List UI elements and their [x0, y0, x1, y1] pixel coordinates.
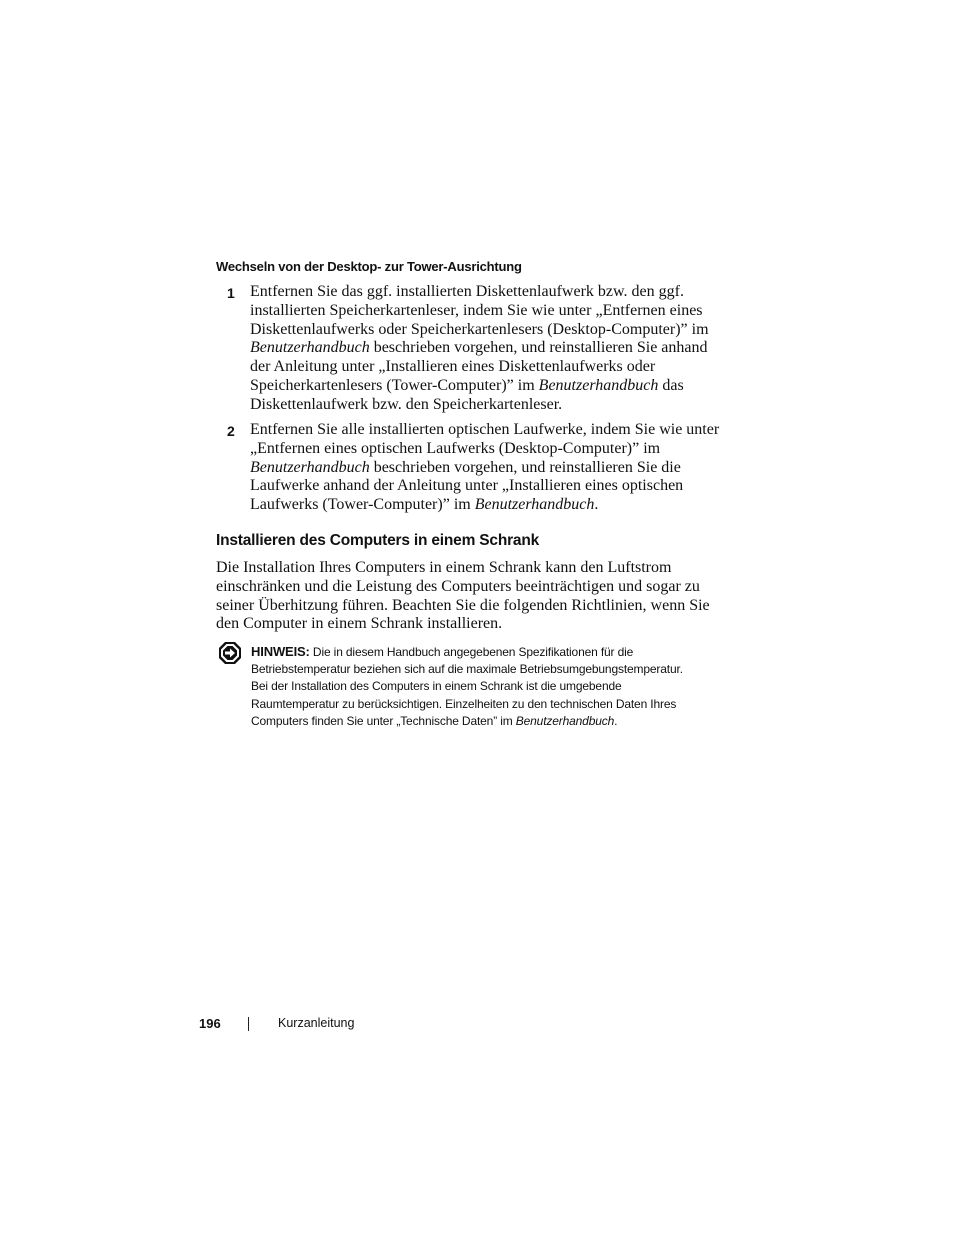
- step-line: der Anleitung unter „Installieren eines Diskettenlaufwerks oder: [250, 358, 656, 376]
- footer-title: Kurzanleitung: [278, 1016, 355, 1030]
- step-line: Entfernen Sie alle installierten optischen Laufwerke, indem Sie wie unter: [250, 421, 720, 438]
- book-title: Benutzerhandbuch: [515, 713, 615, 728]
- step-text: [250, 421, 720, 515]
- notice-text-fragment: Computers finden Sie unter „Technische Daten” im: [251, 713, 516, 728]
- step-text-fragment: das: [658, 376, 684, 394]
- step-line: [250, 377, 720, 396]
- notice-arrow-icon: [218, 641, 242, 665]
- notice-line: Bei der Installation des Computers in einem Schrank ist die umgebende: [251, 679, 622, 694]
- paragraph-line: den Computer in einem Schrank installieren.: [216, 615, 503, 633]
- book-title: Benutzerhandbuch: [250, 458, 370, 476]
- notice-text-fragment: .: [614, 713, 618, 728]
- paragraph-line: einschränken und die Leistung des Computers beeinträchtigen und sogar zu: [216, 577, 700, 595]
- page-number: 196: [199, 1016, 221, 1031]
- step-text-fragment: beschrieben vorgehen, und reinstallieren Sie die: [369, 458, 681, 476]
- step-line: installierten Speicherkartenleser, indem Sie wie unter „Entfernen eines: [250, 301, 703, 319]
- subsection-heading: Wechseln von der Desktop- zur Tower-Ausrichtung: [216, 259, 522, 274]
- footer-divider: [248, 1017, 249, 1031]
- notice-line: [251, 643, 731, 661]
- step-number: 1: [227, 285, 235, 301]
- step-line: Laufwerke anhand der Anleitung unter „Installieren eines optischen: [250, 477, 684, 495]
- notice-label: HINWEIS:: [251, 644, 310, 659]
- step-line: Diskettenlaufwerks oder Speicherkartenlesers (Desktop-Computer)” im: [250, 320, 709, 338]
- book-title: Benutzerhandbuch: [538, 376, 659, 394]
- step-text-fragment: .: [594, 496, 599, 514]
- step-line: „Entfernen eines optischen Laufwerks (Desktop-Computer)” im: [250, 439, 661, 457]
- notice-line: Betriebstemperatur beziehen sich auf die maximale Betriebsumgebungstemperatur.: [251, 662, 683, 677]
- step-line: Entfernen Sie das ggf. installierten Diskettenlaufwerk bzw. den ggf.: [250, 283, 684, 300]
- notice-text-fragment: Die in diesem Handbuch angegebenen Spezifikationen für die: [309, 645, 634, 659]
- body-paragraph: [216, 559, 726, 634]
- book-title: Benutzerhandbuch: [474, 496, 595, 514]
- step-text-fragment: beschrieben vorgehen, und reinstallieren Sie anhand: [369, 339, 708, 357]
- book-title: Benutzerhandbuch: [250, 339, 370, 357]
- step-text: [250, 283, 720, 415]
- notice-text: [251, 643, 731, 730]
- step-line: [250, 496, 720, 515]
- step-line: [250, 339, 720, 358]
- paragraph-line: seiner Überhitzung führen. Beachten Sie die folgenden Richtlinien, wenn Sie: [216, 596, 710, 614]
- step-line: [250, 459, 720, 478]
- notice-line: [251, 713, 731, 730]
- notice-line: Raumtemperatur zu berücksichtigen. Einzelheiten zu den technischen Daten Ihres: [251, 696, 677, 711]
- section-heading: Installieren des Computers in einem Schrank: [216, 532, 540, 549]
- step-number: 2: [227, 423, 235, 439]
- paragraph-line: Die Installation Ihres Computers in einem Schrank kann den Luftstrom: [216, 559, 672, 576]
- step-text-fragment: Speicherkartenlesers (Tower-Computer)” im: [250, 376, 539, 394]
- step-text-fragment: Laufwerks (Tower-Computer)” im: [250, 496, 475, 514]
- step-line: Diskettenlaufwerk bzw. den Speicherkartenleser.: [250, 395, 563, 413]
